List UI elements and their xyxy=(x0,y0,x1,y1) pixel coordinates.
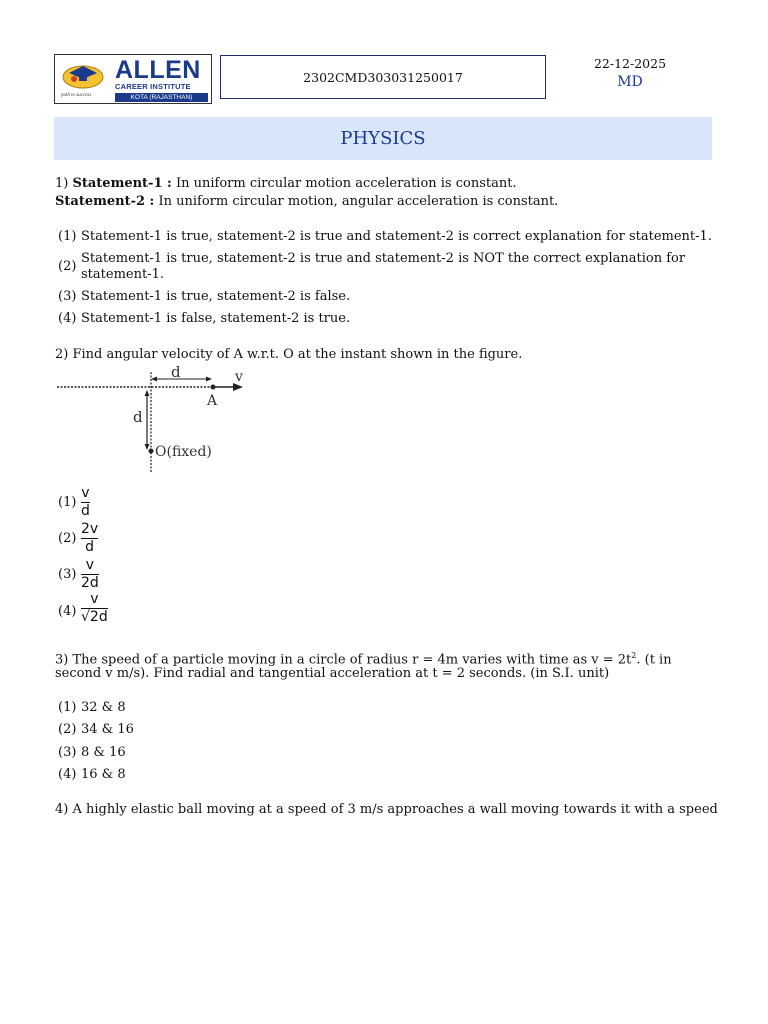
q1-statement-2 xyxy=(55,193,558,211)
q2-text: 2) Find angular velocity of A w.r.t. O at the instant shown in the figure. xyxy=(55,347,523,362)
option-text: Statement-1 is true, statement-2 is true and statement-2 is NOT the correct explanation for xyxy=(81,251,686,266)
option-number: (3) xyxy=(58,745,77,760)
option-number: (4) xyxy=(58,767,77,782)
option-number: (2) xyxy=(58,259,77,274)
logo-emblem-icon xyxy=(59,59,107,91)
allen-logo xyxy=(54,54,212,104)
fig-label-v: v xyxy=(235,369,243,385)
option-fraction xyxy=(81,522,98,555)
option-text: Statement-1 is true, statement-2 is false. xyxy=(81,289,351,304)
q1-s1-label: Statement-1 : xyxy=(72,176,172,191)
fraction-denominator: 2d xyxy=(81,575,99,591)
logo-tagline: path to success xyxy=(61,93,92,98)
fig-label-A: A xyxy=(207,393,218,409)
logo-city: KOTA (RAJASTHAN) xyxy=(115,93,208,102)
q3-text-line2: second v m/s). Find radial and tangential acceleration at t = 2 seconds. (in S.I. unit) xyxy=(55,666,610,681)
option-text: Statement-1 is false, statement-2 is true. xyxy=(81,311,351,326)
fraction-denominator: √2d xyxy=(81,609,108,625)
fig-label-d-top: d xyxy=(171,363,181,381)
q1-statement-1 xyxy=(55,175,517,193)
subject-banner xyxy=(54,117,712,160)
option-text: 32 & 8 xyxy=(81,700,126,715)
fraction-numerator: 2v xyxy=(81,521,99,537)
option-fraction xyxy=(81,486,90,519)
q1-number: 1) xyxy=(55,176,69,191)
option-number: (2) xyxy=(58,531,77,546)
q2-figure xyxy=(55,362,255,474)
fraction-denominator: d xyxy=(85,539,95,555)
subject-title: PHYSICS xyxy=(340,128,426,149)
paper-code-box xyxy=(220,55,546,99)
fig-label-O: O(fixed) xyxy=(155,444,212,460)
exam-date: 22-12-2025 xyxy=(593,56,667,71)
option-text: 16 & 8 xyxy=(81,767,126,782)
fig-label-d-left: d xyxy=(133,408,143,426)
fraction-numerator: v xyxy=(81,485,90,501)
option-number: (4) xyxy=(58,311,77,326)
option-text: 8 & 16 xyxy=(81,745,126,760)
option-text: Statement-1 is true, statement-2 is true and statement-2 is correct explanation for statement-1. xyxy=(81,229,712,244)
option-text: 34 & 16 xyxy=(81,722,134,737)
logo-subtitle: CAREER INSTITUTE xyxy=(115,82,191,91)
option-number: (1) xyxy=(58,700,77,715)
option-fraction xyxy=(81,592,108,625)
fraction-denominator: d xyxy=(81,503,90,519)
logo-name: ALLEN xyxy=(115,56,201,84)
option-number: (1) xyxy=(58,229,77,244)
q3-text-a: 3) The speed of a particle moving in a circle of radius r = 4m varies with time as v = 2t xyxy=(55,652,632,668)
paper-code: 2302CMD303031250017 xyxy=(303,69,463,85)
option-number: (4) xyxy=(58,604,77,619)
option-number: (2) xyxy=(58,722,77,737)
q1-s2-text: In uniform circular motion, angular acceleration is constant. xyxy=(154,194,559,209)
option-number: (3) xyxy=(58,289,77,304)
fraction-numerator: v xyxy=(85,557,95,573)
option-number: (1) xyxy=(58,495,77,510)
q3-superscript: 2 xyxy=(631,651,637,660)
q3-text-b: . (t in xyxy=(636,652,672,668)
q1-s2-label: Statement-2 : xyxy=(55,194,155,209)
option-text-continued: statement-1. xyxy=(81,267,164,282)
q4-text: 4) A highly elastic ball moving at a speed of 3 m/s approaches a wall moving towards it with a speed xyxy=(55,802,718,817)
fraction-numerator: v xyxy=(90,591,99,607)
option-number: (3) xyxy=(58,567,77,582)
q1-s1-text: In uniform circular motion acceleration is constant. xyxy=(171,176,517,191)
option-fraction xyxy=(81,558,99,591)
stream-tag: MD xyxy=(617,74,643,90)
